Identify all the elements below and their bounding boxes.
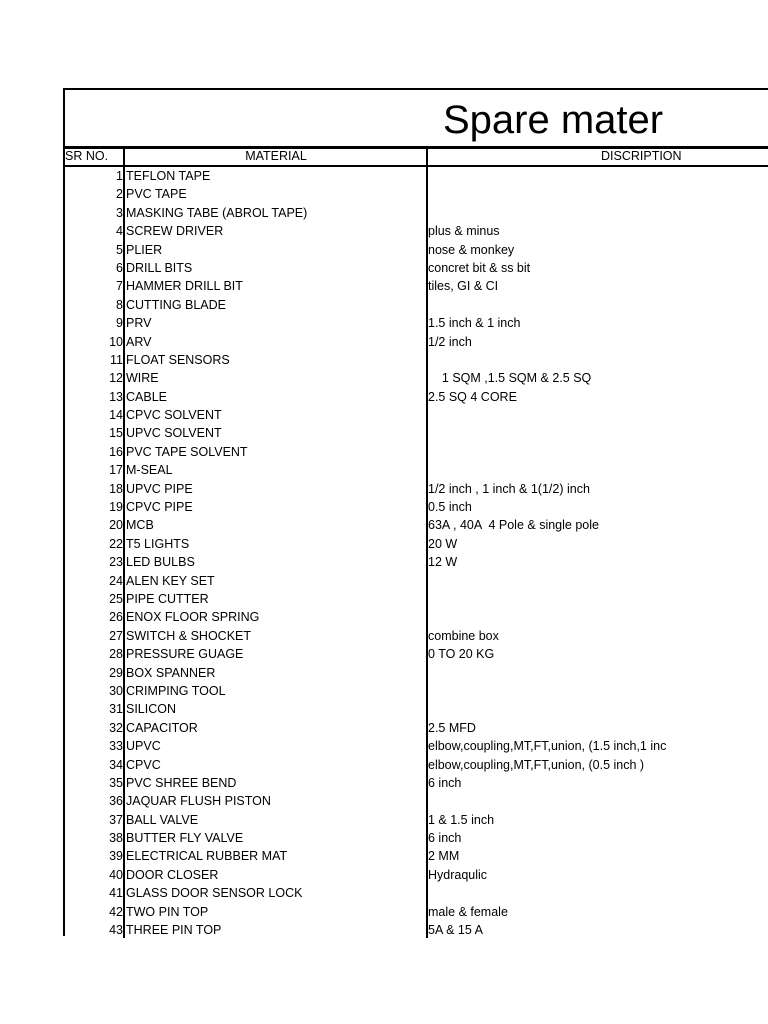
material-cell[interactable]: ALEN KEY SET	[126, 573, 215, 588]
material-cell[interactable]: WIRE	[126, 371, 159, 386]
table-row	[65, 296, 768, 314]
table-row	[65, 737, 768, 755]
material-cell[interactable]: UPVC PIPE	[126, 481, 193, 496]
material-cell[interactable]: BUTTER FLY VALVE	[126, 831, 244, 846]
table-row	[65, 590, 768, 608]
sr-cell[interactable]: 18	[109, 481, 123, 496]
sr-cell[interactable]: 39	[109, 849, 123, 864]
sr-cell[interactable]: 1	[116, 169, 123, 183]
table-row	[65, 829, 768, 847]
material-cell[interactable]: PVC SHREE BEND	[126, 775, 237, 790]
sr-cell[interactable]: 12	[109, 371, 123, 386]
sr-cell[interactable]: 17	[109, 463, 123, 478]
sr-cell[interactable]: 15	[109, 426, 123, 441]
table-row	[65, 627, 768, 645]
sr-cell[interactable]: 14	[109, 408, 123, 423]
sr-cell[interactable]: 13	[109, 389, 123, 404]
table-row	[65, 222, 768, 240]
description-cell[interactable]: 1.5 inch & 1 inch	[428, 316, 521, 331]
table-row	[65, 241, 768, 259]
table-row	[65, 608, 768, 626]
sr-cell[interactable]: 30	[109, 683, 123, 698]
table-row	[65, 774, 768, 792]
material-cell[interactable]: ENOX FLOOR SPRING	[126, 610, 260, 625]
material-cell[interactable]: SWITCH & SHOCKET	[126, 628, 252, 643]
sr-cell[interactable]: 42	[109, 904, 123, 919]
material-cell[interactable]: PVC TAPE	[126, 187, 187, 202]
table-row	[65, 903, 768, 921]
material-cell[interactable]: BALL VALVE	[126, 812, 199, 827]
material-cell[interactable]: CPVC PIPE	[126, 500, 193, 515]
material-cell[interactable]: LED BULBS	[126, 555, 195, 570]
description-cell[interactable]: elbow,coupling,MT,FT,union, (1.5 inch,1 inc	[428, 739, 667, 754]
description-cell[interactable]: combine box	[428, 628, 499, 643]
sr-cell[interactable]: 9	[116, 316, 123, 331]
table-row	[65, 388, 768, 406]
material-cell[interactable]: CUTTING BLADE	[126, 297, 227, 312]
table-row	[65, 811, 768, 829]
sr-cell[interactable]: 33	[109, 739, 123, 754]
description-cell[interactable]: 1/2 inch	[428, 334, 472, 349]
sr-cell[interactable]: 2	[116, 187, 123, 202]
description-cell[interactable]: elbow,coupling,MT,FT,union, (0.5 inch )	[428, 757, 645, 772]
sr-cell[interactable]: 25	[109, 591, 123, 606]
material-cell[interactable]: DRILL BITS	[126, 260, 193, 275]
table-row	[65, 921, 768, 939]
table-body	[65, 167, 768, 939]
material-cell[interactable]: UPVC	[126, 739, 161, 754]
table-row	[65, 700, 768, 718]
table-row	[65, 314, 768, 332]
sr-cell[interactable]: 31	[109, 702, 123, 717]
material-cell[interactable]: TWO PIN TOP	[126, 904, 209, 919]
sr-cell[interactable]: 41	[109, 886, 123, 901]
description-cell[interactable]: 1 & 1.5 inch	[428, 812, 495, 827]
material-cell[interactable]: CPVC SOLVENT	[126, 408, 222, 423]
sr-cell[interactable]: 16	[109, 444, 123, 459]
description-cell[interactable]: 6 inch	[428, 831, 462, 846]
table-row	[65, 351, 768, 369]
table-row	[65, 847, 768, 865]
sr-cell[interactable]: 8	[116, 297, 123, 312]
material-cell[interactable]: PRV	[126, 316, 152, 331]
table-row	[65, 756, 768, 774]
sr-cell[interactable]: 5	[116, 242, 123, 257]
sheet-title: Spare mater	[443, 98, 664, 142]
table-row	[65, 553, 768, 571]
table-row	[65, 443, 768, 461]
spreadsheet-page	[63, 88, 768, 936]
material-cell[interactable]: TEFLON TAPE	[126, 169, 211, 183]
material-cell[interactable]: JAQUAR FLUSH PISTON	[126, 794, 271, 809]
table-row	[65, 277, 768, 295]
material-cell[interactable]: PLIER	[126, 242, 163, 257]
sr-cell[interactable]: 32	[109, 720, 123, 735]
sr-cell[interactable]: 4	[116, 224, 123, 239]
sr-cell[interactable]: 35	[109, 775, 123, 790]
table-row	[65, 866, 768, 884]
description-cell[interactable]: 2.5 MFD	[428, 720, 476, 735]
table-row	[65, 719, 768, 737]
material-cell[interactable]: ELECTRICAL RUBBER MAT	[126, 849, 288, 864]
sr-cell[interactable]: 20	[109, 518, 123, 533]
table-row	[65, 259, 768, 277]
sr-cell[interactable]: 36	[109, 794, 123, 809]
description-cell[interactable]: 1/2 inch , 1 inch & 1(1/2) inch	[428, 481, 590, 496]
description-cell[interactable]: 20 W	[428, 536, 458, 551]
sr-cell[interactable]: 11	[110, 352, 123, 367]
sr-cell[interactable]: 29	[109, 665, 123, 680]
table-row	[65, 369, 768, 387]
material-cell[interactable]: DOOR CLOSER	[126, 867, 219, 882]
table-row	[65, 792, 768, 810]
material-cell[interactable]: T5 LIGHTS	[126, 536, 190, 551]
header-material: MATERIAL	[245, 149, 307, 163]
table-row	[65, 406, 768, 424]
sr-cell[interactable]: 26	[109, 610, 123, 625]
sr-cell[interactable]: 22	[109, 536, 123, 551]
sr-cell[interactable]: 38	[109, 831, 123, 846]
table-row	[65, 185, 768, 203]
description-cell[interactable]: Hydraqulic	[428, 867, 488, 882]
description-cell[interactable]: 5A & 15 A	[428, 923, 483, 938]
sr-cell[interactable]: 7	[116, 279, 123, 294]
table-row	[65, 204, 768, 222]
description-cell[interactable]: 6 inch	[428, 775, 462, 790]
material-cell[interactable]: FLOAT SENSORS	[126, 352, 230, 367]
material-cell[interactable]: UPVC SOLVENT	[126, 426, 222, 441]
material-cell[interactable]: PVC TAPE SOLVENT	[126, 444, 248, 459]
material-cell[interactable]: M-SEAL	[126, 463, 173, 478]
description-cell[interactable]: concret bit & ss bit	[428, 260, 531, 275]
description-cell[interactable]: 0.5 inch	[428, 500, 472, 515]
table-row	[65, 516, 768, 534]
table-row	[65, 645, 768, 663]
material-cell[interactable]: CAPACITOR	[126, 720, 198, 735]
description-cell[interactable]: 2.5 SQ 4 CORE	[428, 389, 517, 404]
description-cell[interactable]: nose & monkey	[428, 242, 515, 257]
table-row	[65, 498, 768, 516]
sr-cell[interactable]: 37	[109, 812, 123, 827]
sr-cell[interactable]: 40	[109, 867, 123, 882]
table-row	[65, 167, 768, 185]
material-cell[interactable]: SILICON	[126, 702, 177, 717]
table-row	[65, 333, 768, 351]
sr-cell[interactable]: 6	[116, 260, 123, 275]
table-row	[65, 682, 768, 700]
table-row	[65, 480, 768, 498]
table-row	[65, 664, 768, 682]
description-cell[interactable]: tiles, GI & CI	[428, 279, 499, 294]
sr-cell[interactable]: 43	[109, 923, 123, 938]
title-row	[65, 90, 768, 149]
material-cell[interactable]: MASKING TABE (ABROL TAPE)	[126, 205, 308, 220]
header-sr-no: SR NO.	[65, 149, 109, 163]
material-cell[interactable]: CPVC	[126, 757, 161, 772]
material-cell[interactable]: PRESSURE GUAGE	[126, 647, 244, 662]
header-description: DISCRIPTION	[601, 149, 682, 163]
material-cell[interactable]: ARV	[126, 334, 152, 349]
sr-cell[interactable]: 23	[109, 555, 123, 570]
material-cell[interactable]: SCREW DRIVER	[126, 224, 224, 239]
sr-cell[interactable]: 34	[109, 757, 123, 772]
material-cell[interactable]: MCB	[126, 518, 154, 533]
sr-cell[interactable]: 10	[109, 334, 123, 349]
table-row	[65, 461, 768, 479]
material-cell[interactable]: HAMMER DRILL BIT	[126, 279, 243, 294]
table-row	[65, 884, 768, 902]
sr-cell[interactable]: 27	[109, 628, 123, 643]
description-cell[interactable]: 63A , 40A 4 Pole & single pole	[428, 518, 599, 533]
description-cell[interactable]: plus & minus	[428, 224, 500, 239]
description-cell[interactable]: 12 W	[428, 555, 458, 570]
sr-cell[interactable]: 19	[109, 500, 123, 515]
description-cell[interactable]: 0 TO 20 KG	[428, 647, 495, 662]
material-cell[interactable]: CRIMPING TOOL	[126, 683, 226, 698]
sr-cell[interactable]: 24	[109, 573, 123, 588]
table-row	[65, 535, 768, 553]
material-cell[interactable]: GLASS DOOR SENSOR LOCK	[126, 886, 303, 901]
description-cell[interactable]: male & female	[428, 904, 508, 919]
material-cell[interactable]: PIPE CUTTER	[126, 591, 209, 606]
material-cell[interactable]: THREE PIN TOP	[126, 923, 222, 938]
table-row	[65, 572, 768, 590]
description-cell[interactable]: 1 SQM ,1.5 SQM & 2.5 SQ	[428, 371, 592, 386]
material-cell[interactable]: CABLE	[126, 389, 167, 404]
sr-cell[interactable]: 3	[116, 205, 123, 220]
sr-cell[interactable]: 28	[109, 647, 123, 662]
description-cell[interactable]: 2 MM	[428, 849, 460, 864]
column-header-row	[65, 148, 768, 167]
table-row	[65, 424, 768, 442]
material-cell[interactable]: BOX SPANNER	[126, 665, 216, 680]
